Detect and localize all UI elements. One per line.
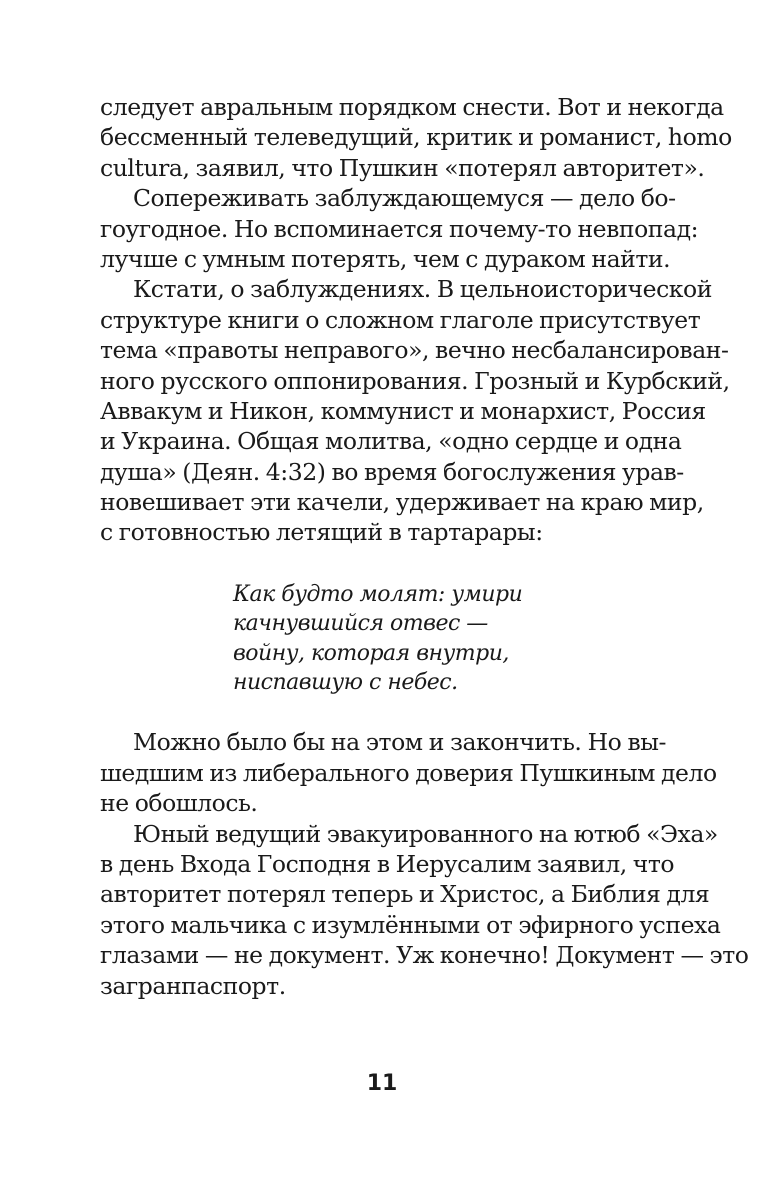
verse-line: войну, которая внутри,: [233, 640, 509, 666]
text-line: бессменный телеведущий, критик и романист, homo: [100, 123, 732, 152]
verse-line: качнувшийся отвес —: [233, 611, 488, 637]
text-line: ного русского оппонирования. Грозный и Курбский,: [100, 366, 730, 395]
text-line: следует авральным порядком снести. Вот и некогда: [100, 93, 724, 121]
text-line: этого мальчика с изумлёнными от эфирного успеха: [100, 910, 721, 939]
text-line: тема «правоты неправого», вечно несбалансирован-: [100, 336, 729, 365]
text-line: лучше с умным потерять, чем с дураком найти.: [100, 244, 671, 273]
text-line: новешивает эти качели, удерживает на краю мир,: [100, 488, 704, 517]
text-line: шедшим из либерального доверия Пушкиным дело: [100, 758, 717, 787]
text-line: Можно было бы на этом и закончить. Но вы-: [133, 728, 666, 757]
text-line: в день Входа Господня в Иерусалим заявил, что: [100, 849, 675, 878]
verse-quote: [100, 580, 666, 698]
text-line: cultura, заявил, что Пушкин «потерял авторитет».: [100, 153, 705, 182]
page-body: [100, 92, 749, 1001]
text-line: с готовностью летящий в тартарары:: [100, 518, 543, 547]
verse-line: Как будто молят: умири: [233, 581, 523, 607]
text-line: структуре книги о сложном глаголе присутствует: [100, 305, 701, 334]
text-line: авторитет потерял теперь и Христос, а Библия для: [100, 880, 710, 909]
text-line: Сопереживать заблуждающемуся — дело бо-: [133, 184, 676, 213]
verse-line: ниспавшую с небес.: [233, 670, 458, 696]
text-line: душа» (Деян. 4:32) во время богослужения урав-: [100, 457, 684, 486]
text-line: Аввакум и Никон, коммунист и монархист, Россия: [100, 396, 706, 425]
paragraph-1: [100, 92, 732, 183]
paragraph-3: [100, 274, 730, 548]
paragraph-5: [100, 819, 749, 1001]
text-line: глазами — не документ. Уж конечно! Документ — это: [100, 941, 749, 970]
text-line: загранпаспорт.: [100, 971, 286, 1000]
text-line: Юный ведущий эвакуированного на ютюб «Эха»: [133, 819, 718, 848]
paragraph-4: [100, 727, 717, 818]
text-line: не обошлось.: [100, 789, 258, 818]
text-line: и Украина. Общая молитва, «одно сердце и одна: [100, 427, 682, 456]
paragraph-2: [100, 183, 699, 274]
page-number: 11: [366, 1071, 398, 1096]
text-line: Кстати, о заблуждениях. В цельноисторической: [133, 275, 712, 304]
text-line: гоугодное. Но вспоминается почему-то невпопад:: [100, 214, 699, 243]
